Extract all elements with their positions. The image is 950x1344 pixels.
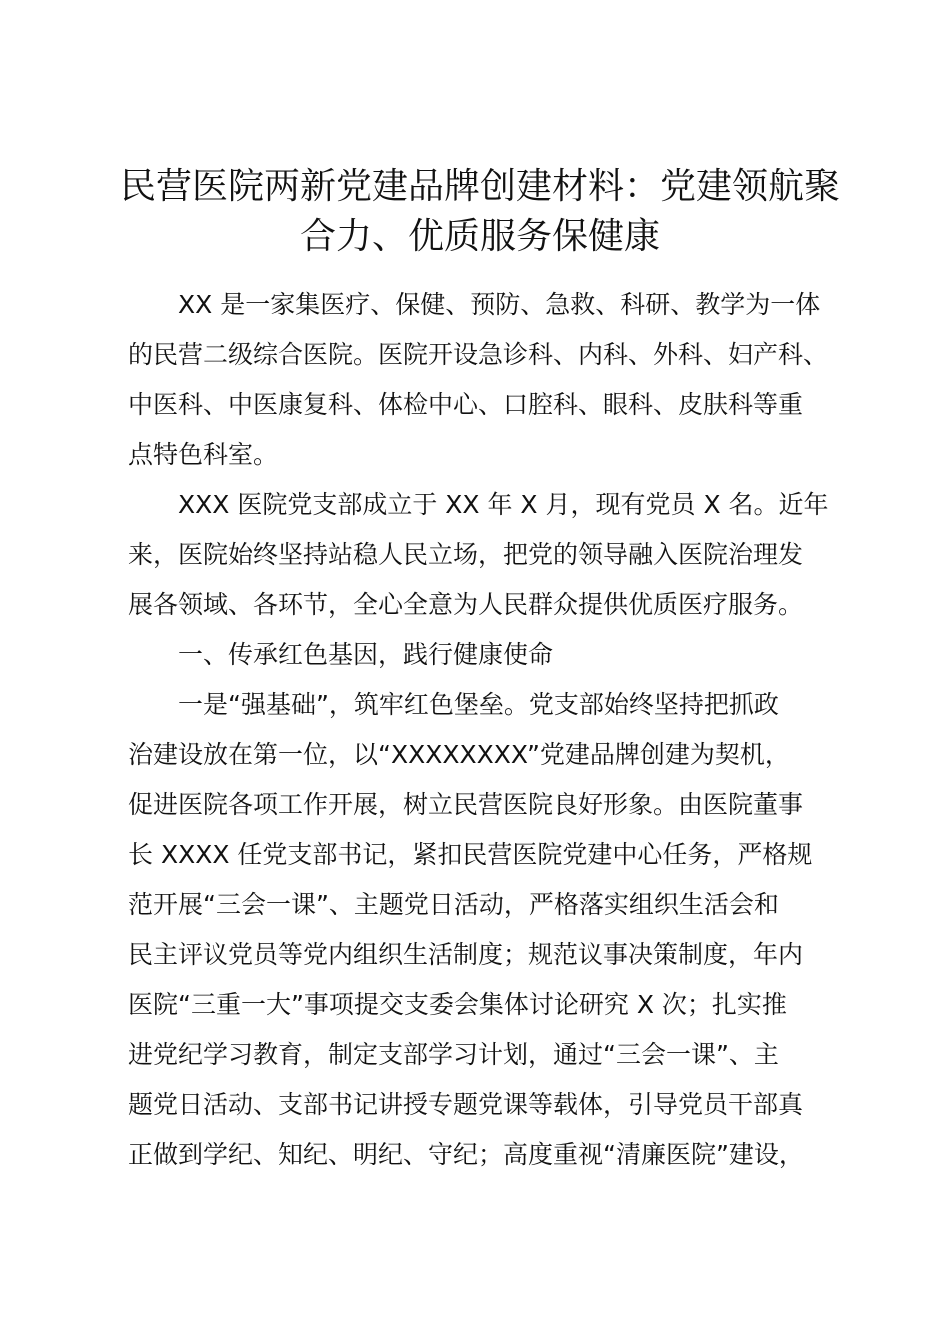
- paragraph-line: 进党纪学习教育，制定支部学习计划，通过“三会一课”、主: [128, 1040, 779, 1069]
- paragraph-line: 点特色科室。: [128, 440, 279, 469]
- title-line-2: 合力、优质服务保健康: [299, 216, 660, 257]
- document-title: [110, 162, 850, 262]
- paragraph-line: 治建设放在第一位，以“XXXXXXXX”党建品牌创建为契机，: [128, 740, 790, 769]
- section-heading-text: 一、传承红色基因，践行健康使命: [178, 640, 554, 669]
- paragraph-line: 正做到学纪、知纪、明纪、守纪；高度重视“清廉医院”建设，: [128, 1140, 804, 1169]
- paragraph-line: 展各领域、各环节，全心全意为人民群众提供优质医疗服务。: [128, 590, 804, 619]
- section-heading: [128, 630, 840, 680]
- paragraph-line: 范开展“三会一课”、主题党日活动，严格落实组织生活会和: [128, 890, 779, 919]
- paragraph-line: 中医科、中医康复科、体检中心、口腔科、眼科、皮肤科等重: [128, 390, 804, 419]
- document-body: [128, 280, 840, 1180]
- paragraph-line: 的民营二级综合医院。医院开设急诊科、内科、外科、妇产科、: [128, 340, 829, 369]
- paragraph-intro: [128, 280, 840, 480]
- paragraph-line: 促进医院各项工作开展，树立民营医院良好形象。由医院董事: [128, 790, 804, 819]
- paragraph-line: 医院“三重一大”事项提交支委会集体讨论研究 X 次；扎实推: [128, 990, 787, 1019]
- paragraph-line: XXX 医院党支部成立于 XX 年 X 月，现有党员 X 名。近年: [178, 490, 829, 519]
- paragraph-party-branch: [128, 480, 840, 630]
- paragraph-strengthen-foundation: [128, 680, 840, 1180]
- paragraph-line: 题党日活动、支部书记讲授专题党课等载体，引导党员干部真: [128, 1090, 804, 1119]
- paragraph-line: 一是“强基础”，筑牢红色堡垒。党支部始终坚持把抓政: [178, 690, 779, 719]
- paragraph-line: 民主评议党员等党内组织生活制度；规范议事决策制度，年内: [128, 940, 804, 969]
- paragraph-line: 来，医院始终坚持站稳人民立场，把党的领导融入医院治理发: [128, 540, 804, 569]
- paragraph-line: XX 是一家集医疗、保健、预防、急救、科研、教学为一体: [178, 290, 821, 319]
- paragraph-line: 长 XXXX 任党支部书记，紧扣民营医院党建中心任务，严格规: [128, 840, 813, 869]
- title-line-1: 民营医院两新党建品牌创建材料：党建领航聚: [119, 166, 840, 207]
